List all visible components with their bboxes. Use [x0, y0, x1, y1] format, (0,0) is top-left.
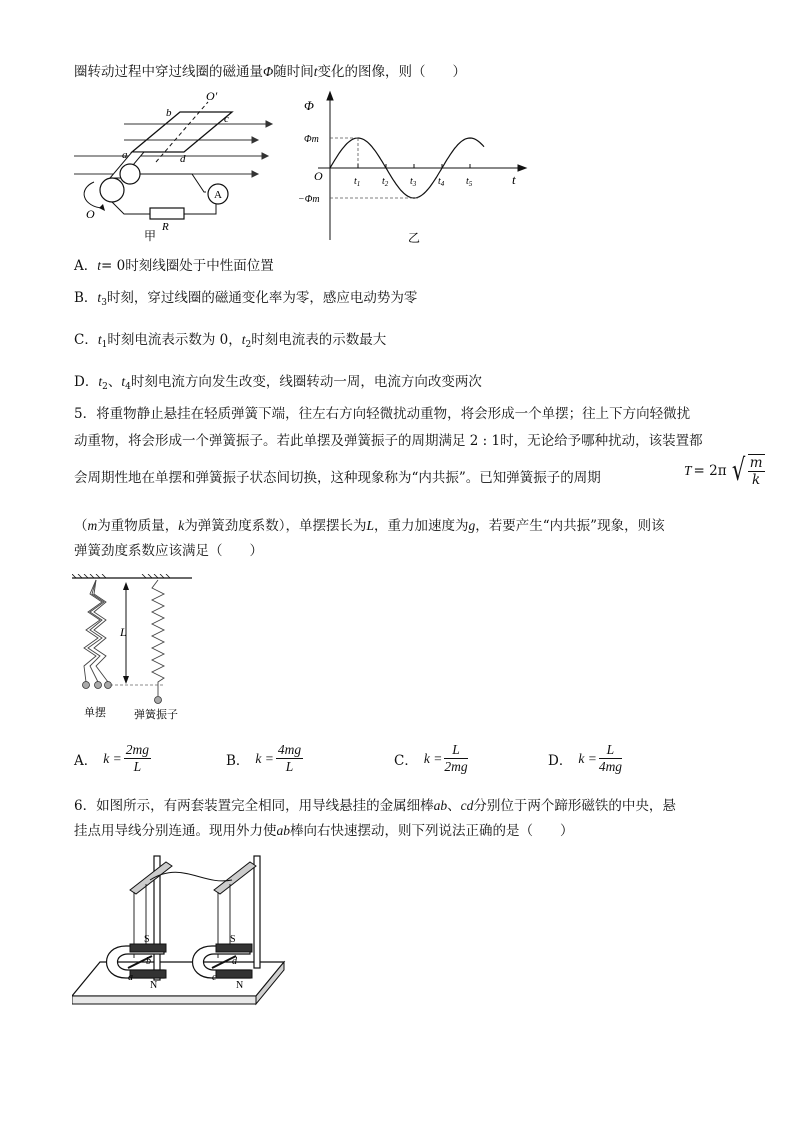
frac-den: k: [752, 472, 761, 488]
coil-label-b: b: [166, 107, 172, 119]
frac-den: L: [133, 759, 142, 774]
q4-option-a[interactable]: [74, 256, 274, 276]
q5-stem-line-1: 5．将重物静止悬挂在轻质弹簧下端，往左右方向轻微扰动重物，将会形成一个单摆；往上下方向轻微扰: [74, 406, 691, 422]
frac-num: 4mg: [277, 742, 302, 757]
phi-min-label: −Φm: [298, 194, 320, 205]
q5-option-c[interactable]: [394, 742, 470, 775]
subscript: 2: [245, 340, 252, 350]
q5-option-d[interactable]: [548, 742, 624, 775]
option-lhs: k =: [423, 750, 443, 766]
ammeter-label: A: [214, 189, 222, 201]
text: 为重物质量，: [97, 518, 179, 534]
subscript: 4: [125, 382, 131, 392]
option-label: D．: [548, 752, 573, 769]
option-label: B．: [74, 290, 98, 306]
q4-option-b[interactable]: [74, 288, 417, 313]
frac-den: 4mg: [598, 759, 623, 774]
frac-den: 2mg: [444, 759, 468, 774]
option-text: = 0时刻线圈处于中性面位置: [101, 258, 274, 274]
frac-den: L: [285, 759, 294, 774]
q5-option-b[interactable]: [226, 742, 305, 775]
q4-stem-end: 变化的图像，则（ ）: [317, 64, 467, 80]
tick-label-t5: $t_5$: [466, 176, 473, 188]
resistor-label: R: [162, 221, 169, 233]
g-symbol: g: [468, 518, 476, 533]
option-fraction: [599, 742, 622, 775]
q5-option-a[interactable]: [74, 742, 153, 775]
q6-stem-line-1: [74, 796, 676, 816]
y-axis-label: Φ: [304, 98, 314, 113]
q5-stem-text: 会周期性地在单摆和弹簧振子状态间切换，这种现象称为“内共振”。已知弹簧振子的周期: [74, 470, 601, 486]
option-text: 时刻电流方向发生改变，线圈转动一周，电流方向改变两次: [130, 374, 482, 390]
q4-option-c[interactable]: [74, 330, 386, 355]
t-symbol: t: [97, 258, 102, 273]
frac-num: 2mg: [125, 742, 149, 757]
rod-label-c: c: [212, 972, 217, 983]
L-symbol: L: [366, 518, 375, 533]
formula-eq: = 2π: [693, 463, 727, 479]
rod-cd: cd: [460, 798, 474, 813]
rod-label-d: d: [232, 956, 237, 967]
phi-max-label: Φm: [304, 134, 319, 145]
q5-stem-line-2: 动重物，将会形成一个弹簧振子。若此单摆及弹簧振子的周期满足 2 : 1时，无论给予哪种扰动，该装置都: [74, 433, 703, 449]
t-symbol: t: [97, 290, 102, 305]
coil-label-a: a: [122, 149, 128, 161]
option-label: C．: [74, 332, 98, 348]
axis-label-o: O: [86, 207, 95, 221]
sqrt-sign: √: [731, 453, 745, 488]
text: ，重力加速度为: [374, 518, 469, 534]
origin-label: O: [314, 169, 323, 183]
option-text: 时刻电流表的示数最大: [251, 332, 387, 348]
figure-caption-jia: 甲: [144, 229, 157, 242]
tick-label-t4: $t_4$: [438, 176, 445, 188]
text: （: [74, 518, 88, 534]
axis-label-o-prime: O′: [206, 90, 218, 103]
option-fraction: [124, 742, 151, 775]
subscript: 1: [101, 340, 108, 350]
q4-stem-mid: 随时间: [273, 64, 314, 80]
text: 棒向右快速摆动，则下列说法正确的是（ ）: [290, 823, 574, 839]
caption-spring-oscillator: 弹簧振子: [134, 709, 178, 721]
x-axis-label: t: [512, 172, 516, 187]
option-fraction: [276, 742, 303, 775]
option-lhs: k =: [255, 750, 274, 766]
coil-label-c: c: [224, 113, 229, 125]
option-text: 时刻电流表示数为 0，: [107, 332, 242, 348]
tick-label-t2: $t_2$: [382, 176, 389, 188]
text: 、: [447, 798, 461, 814]
frac-num: L: [444, 742, 467, 759]
text: 为弹簧劲度系数），单摆摆长为: [184, 518, 367, 534]
option-fraction: [444, 742, 467, 775]
t-symbol: t: [121, 374, 126, 389]
text: 分别位于两个蹄形磁铁的中央，悬: [473, 798, 676, 814]
q5-figure-pendulum-spring: [72, 574, 196, 724]
rod-ab: ab: [276, 823, 290, 838]
q5-stem-line-3: [74, 453, 763, 488]
t-symbol: t: [241, 332, 246, 347]
subscript: 2: [102, 382, 108, 392]
q4-figure-jia: [72, 90, 292, 242]
q4-option-d[interactable]: [74, 372, 482, 397]
q5-stem-line-5: 弹簧劲度系数应该满足（ ）: [74, 543, 263, 559]
q4-figure-yi: [298, 90, 528, 246]
figure-caption-yi: 乙: [408, 231, 421, 245]
q4-t-symbol: t: [313, 64, 318, 79]
rod-label-a: a: [128, 972, 133, 983]
frac-num: m: [749, 455, 763, 471]
option-lhs: k =: [103, 750, 122, 766]
t-symbol: t: [98, 374, 103, 389]
q5-stem-line-4: [74, 516, 665, 536]
subscript: 3: [101, 298, 107, 308]
formula-T: T: [684, 463, 692, 478]
option-text: 时刻，穿过线圈的磁通变化率为零，感应电动势为零: [106, 290, 418, 306]
option-lhs: k =: [578, 750, 597, 766]
text: 6．如图所示，有两套装置完全相同，用导线悬挂的金属细棒: [74, 798, 434, 814]
m-symbol: m: [87, 518, 98, 533]
option-label: A．: [74, 752, 98, 769]
sqrt-fraction: [748, 454, 765, 488]
magnet-pole-s-left: S: [144, 934, 150, 945]
period-formula: [684, 454, 767, 488]
option-label: B．: [226, 752, 250, 769]
text: ，若要产生“内共振”现象，则该: [475, 518, 665, 534]
magnet-pole-n-left: N: [150, 980, 158, 991]
magnet-pole-s-right: S: [230, 934, 236, 945]
t-symbol: t: [97, 332, 102, 347]
q4-stem-text: 圈转动过程中穿过线圈的磁通量: [74, 64, 263, 80]
separator: 、: [107, 374, 122, 390]
option-label: C．: [394, 752, 418, 769]
caption-pendulum: 单摆: [84, 707, 106, 719]
length-label-L: L: [120, 625, 127, 639]
tick-label-t1: $t_1$: [354, 176, 361, 188]
q4-phi-symbol: Φ: [263, 64, 274, 79]
coil-label-d: d: [180, 153, 186, 165]
text: 挂点用导线分别连通。现用外力使: [74, 823, 277, 839]
option-label: D．: [74, 374, 99, 390]
frac-num: L: [599, 742, 622, 759]
rod-ab: ab: [433, 798, 448, 813]
magnet-pole-n-right: N: [236, 980, 244, 991]
k-symbol: k: [178, 518, 185, 533]
q6-stem-line-2: [74, 821, 574, 841]
q4-stem-line: [74, 62, 466, 82]
q6-figure-magnets: [72, 850, 286, 1006]
option-label: A．: [74, 258, 98, 274]
rod-label-b: b: [146, 956, 151, 967]
tick-label-t3: $t_3$: [410, 176, 417, 188]
